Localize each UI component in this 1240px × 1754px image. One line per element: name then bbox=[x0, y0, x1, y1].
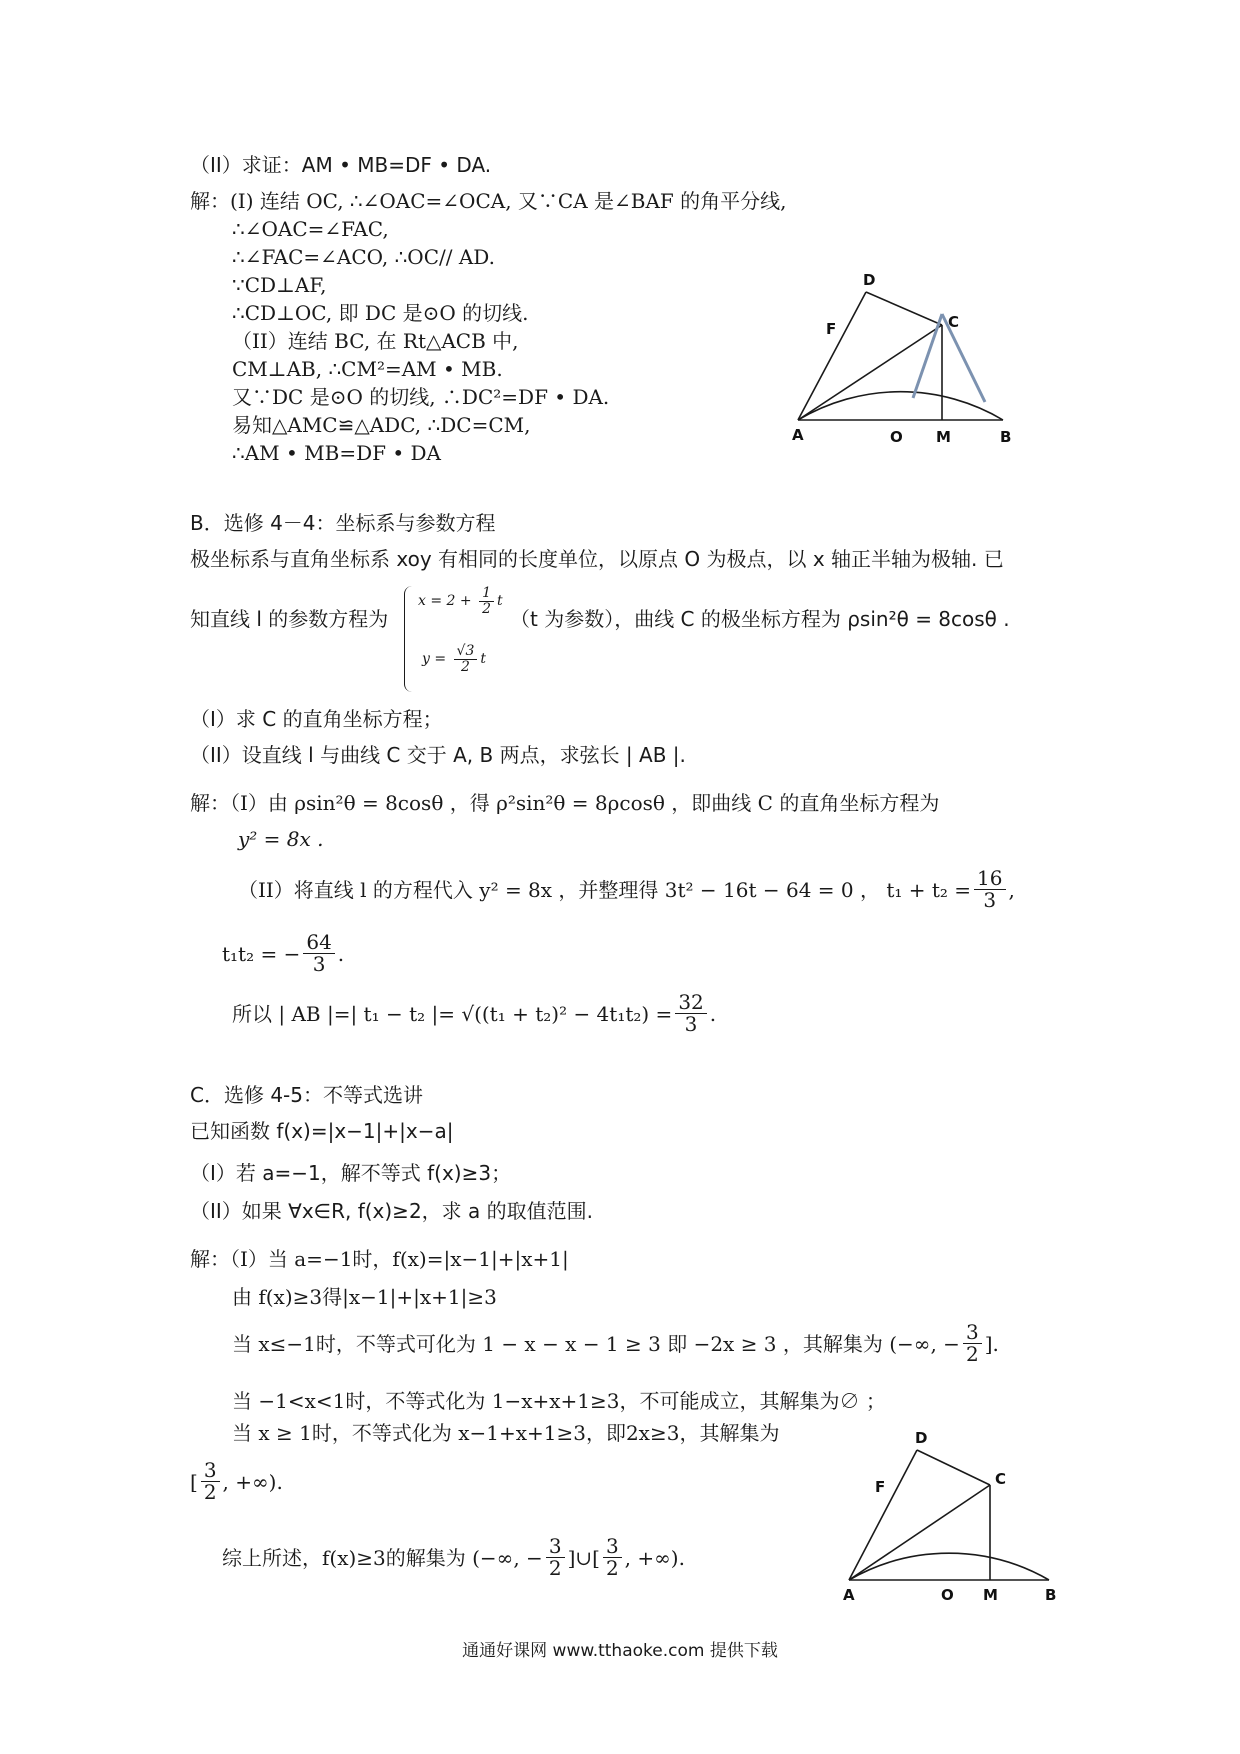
question-2: （II）设直线 l 与曲线 C 交于 A, B 两点，求弦长 | AB |. bbox=[190, 743, 686, 767]
label-o: O bbox=[890, 428, 903, 446]
solution-line: ∴AM • MB=DF • DA bbox=[232, 441, 441, 465]
geometry-figure-2 bbox=[835, 1430, 1075, 1605]
label-m: M bbox=[936, 428, 951, 446]
question-1: （I）若 a=−1，解不等式 f(x)≥3； bbox=[190, 1161, 512, 1185]
problem-text: （t 为参数），曲线 C 的极坐标方程为 ρsin²θ = 8cosθ . bbox=[510, 607, 1010, 631]
solution-line: （II）将直线 l 的方程代入 y² = 8x ，并整理得 3t² − 16t − 64 = 0 ， t₁ + t₂ = $\frac{16}{3}$ , bbox=[238, 866, 1015, 912]
page-footer: 通通好课网 www.tthaoke.com 提供下载 bbox=[462, 1641, 778, 1661]
label-d: D bbox=[863, 271, 876, 289]
solution-line: 由 f(x)≥3得|x−1|+|x+1|≥3 bbox=[232, 1285, 497, 1309]
solution-line: y² = 8x . bbox=[238, 827, 324, 851]
section-heading: B．选修 4－4：坐标系与参数方程 bbox=[190, 511, 496, 535]
label-c: C bbox=[948, 313, 960, 331]
solution-line: （II）连结 BC, 在 Rt△ACB 中, bbox=[232, 329, 519, 353]
section-heading: C．选修 4-5：不等式选讲 bbox=[190, 1083, 423, 1107]
solution-line: 当 −1<x<1时，不等式化为 1−x+x+1≥3，不可能成立，其解集为∅ ； bbox=[232, 1389, 886, 1413]
brace bbox=[404, 586, 417, 692]
label-b: B bbox=[1000, 428, 1012, 446]
label-m: M bbox=[983, 1586, 998, 1604]
solution-line: 解：（I）由 ρsin²θ = 8cosθ ，得 ρ²sin²θ = 8ρcosθ ，即曲线 C 的直角坐标方程为 bbox=[190, 791, 940, 815]
problem-text: 已知函数 f(x)=|x−1|+|x−a| bbox=[190, 1119, 454, 1143]
parametric-equations: x = 2 + $\frac{1}{2}$ t y = $\frac{√3}{2}$ t bbox=[404, 586, 514, 692]
proof-question: （II）求证：AM • MB=DF • DA. bbox=[190, 153, 492, 177]
solution-line: 当 x≤−1时，不等式可化为 1 − x − x − 1 ≥ 3 即 −2x ≥ 3 ，其解集为 (−∞, − $\frac{3}{2}$ ]. bbox=[232, 1320, 999, 1366]
solution-line: ∵CD⊥AF, bbox=[232, 273, 327, 297]
label-d: D bbox=[915, 1430, 928, 1447]
solution-line: CM⊥AB, ∴CM²=AM • MB. bbox=[232, 357, 503, 381]
solution-line: 又∵DC 是⊙O 的切线, ∴DC²=DF • DA. bbox=[232, 385, 610, 409]
label-f: F bbox=[826, 320, 837, 338]
question-2: （II）如果 ∀x∈R, f(x)≥2，求 a 的取值范围. bbox=[190, 1199, 593, 1223]
label-f: F bbox=[875, 1478, 886, 1496]
label-a: A bbox=[843, 1586, 855, 1604]
solution-line: 易知△AMC≌△ADC, ∴DC=CM, bbox=[232, 413, 531, 437]
label-o: O bbox=[941, 1586, 954, 1604]
solution-line: 解：(I) 连结 OC, ∴∠OAC=∠OCA, 又∵CA 是∠BAF 的角平分线, bbox=[190, 189, 787, 213]
problem-text: 极坐标系与直角坐标系 xoy 有相同的长度单位，以原点 O 为极点，以 x 轴正半轴为极轴. 已 bbox=[190, 547, 1004, 571]
label-b: B bbox=[1045, 1586, 1057, 1604]
solution-summary: 综上所述，f(x)≥3的解集为 (−∞, − $\frac{3}{2}$ ]∪[ $\frac{3}{2}$ , +∞). bbox=[222, 1534, 685, 1580]
problem-text: 知直线 l 的参数方程为 bbox=[190, 607, 389, 631]
solution-line: 当 x ≥ 1时，不等式化为 x−1+x+1≥3，即2x≥3，其解集为 bbox=[232, 1421, 780, 1445]
geometry-figure-1 bbox=[780, 270, 1030, 450]
solution-line: ∴∠OAC=∠FAC, bbox=[232, 217, 389, 241]
solution-line: ∴CD⊥OC, 即 DC 是⊙O 的切线. bbox=[232, 301, 529, 325]
question-1: （I）求 C 的直角坐标方程； bbox=[190, 707, 443, 731]
solution-line: t₁t₂ = − $\frac{64}{3}$ . bbox=[222, 930, 345, 976]
label-a: A bbox=[792, 426, 804, 444]
label-c: C bbox=[995, 1470, 1007, 1488]
solution-line: 解：（I）当 a=−1时，f(x)=|x−1|+|x+1| bbox=[190, 1247, 569, 1271]
solution-line: ∴∠FAC=∠ACO, ∴OC// AD. bbox=[232, 245, 495, 269]
solution-line: [ $\frac{3}{2}$ , +∞). bbox=[190, 1458, 283, 1504]
solution-line: 所以 | AB |=| t₁ − t₂ |= √((t₁ + t₂)² − 4t₁t₂) = $\frac{32}{3}$ . bbox=[232, 990, 717, 1036]
